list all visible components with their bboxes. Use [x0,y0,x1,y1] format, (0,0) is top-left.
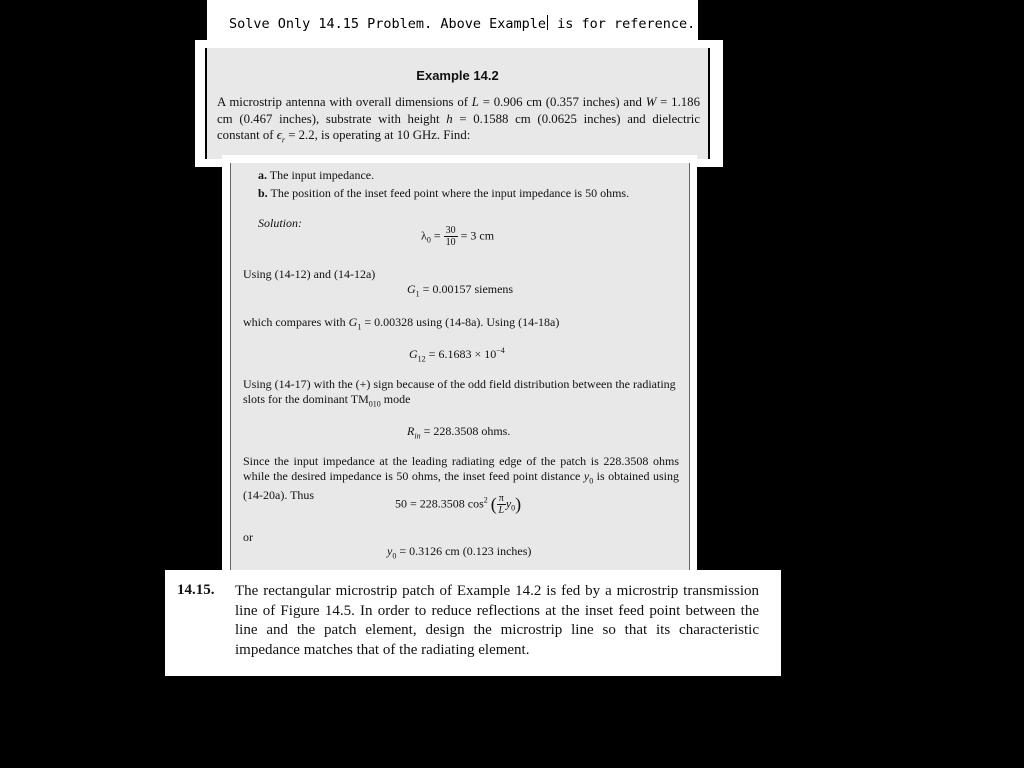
sub-r: r [281,135,285,145]
equation-y0 [387,544,531,560]
compare-sub: 1 [357,322,362,332]
using-2-suffix: mode [380,391,411,406]
compare-text [243,315,559,335]
example-header-panel [205,48,710,159]
solution-label [258,216,302,231]
since-var: y [583,468,590,483]
left-paren: ( [490,494,497,514]
eq-sub: 12 [417,354,426,364]
compare-suffix: = 0.00328 using (14-8a). Using (14-18a) [361,315,560,329]
or-label: or [243,530,253,544]
numerator: 30 [445,225,456,236]
example-solution-panel [230,163,690,575]
statement-text: = 0.1588 cm (0.0625 inches) and dielectric constant of [217,111,700,142]
example-title: Example 14.2 [416,68,499,83]
compare-prefix: which compares with [243,315,349,329]
statement-text: = 1.186 cm (0.467 inches), substrate with height [217,95,700,126]
eq-sub: 0 [392,551,397,561]
eq-rhs: = 0.3126 cm (0.123 inches) [396,544,532,558]
fraction [444,225,458,248]
since-prefix: Since the input impedance at the leading radiating edge of the patch is 228.3508 ohms while the desired impedance is 50 ohms, the inset feed point distance [243,454,679,483]
equation-Rin [407,424,510,440]
denominator: L [498,505,505,516]
eq-rhs: = 3 cm [460,228,495,243]
using-text-2 [243,377,679,411]
part-b [258,186,629,201]
eq-var: R [407,424,415,438]
eq-exponent: −4 [496,346,505,355]
var-L: L [471,95,479,109]
example-solution-crop [222,155,697,575]
eq-var: y [505,496,512,511]
var-W: W [645,95,657,109]
compare-var: G [348,315,358,329]
using-text-1: Using (14-12) and (14-12a) [243,267,376,281]
numerator: π [498,493,504,504]
part-a [258,168,374,183]
eq-var: G [407,282,416,296]
fraction [497,493,506,516]
equation-G12 [409,346,505,363]
instruction-text: Solve Only 14.15 Problem. Above Example [229,16,546,32]
solution-label-text: Solution: [258,216,302,230]
text-caret [547,15,548,30]
right-paren: ) [515,494,522,514]
eq-sign: = [433,228,441,243]
statement-text: A microstrip antenna with overall dimensions of [217,95,472,109]
problem-crop [165,570,781,676]
eq-sub: 1 [415,289,420,299]
eq-sub: 0 [426,235,431,245]
eq-symbol: λ [421,228,427,243]
equation-cos [395,493,521,516]
statement-text: = 0.906 cm (0.357 inches) and [478,95,646,109]
problem-number: 14.15. [177,582,215,598]
var-h: h [446,111,453,126]
eq-var: y [387,544,393,558]
part-a-text: The input impedance. [269,168,375,182]
part-b-text: The position of the inset feed point where the input impedance is 50 ohms. [270,186,630,200]
since-suffix: is obtained using (14-20a). Thus [243,468,680,503]
statement-text: = 2.2, is operating at 10 GHz. Find: [285,128,471,142]
denominator: 10 [445,237,456,248]
instruction-text-box[interactable] [207,0,698,42]
part-b-label: b. [258,186,268,200]
problem-text: The rectangular microstrip patch of Example 14.2 is fed by a microstrip transmission line of Figure 14.5. In order to reduce reflections at the inset feed point between the line and the patch element, design the microstrip line so that its characteristic impedance matches that of the radiating element. [235,583,759,658]
using-2-text: Using (14-17) with the (+) sign because of the odd field distribution between the radiating slots for the dominant TM [243,377,676,406]
eq-sub: in [414,431,421,441]
part-a-label: a. [258,168,267,182]
instruction-text-rest: is for reference. [548,16,696,32]
eq-rhs: = 6.1683 × 10 [425,347,497,361]
eq-rhs: = 0.00157 siemens [419,282,514,296]
var-epsilon: ϵ [276,128,282,142]
eq-exponent: 2 [483,495,488,505]
equation-lambda [421,225,494,248]
eq-sub: 0 [511,503,516,513]
since-sub: 0 [589,475,594,485]
equation-G1 [407,282,513,298]
example-header-crop [195,40,723,167]
eq-var: G [409,347,418,361]
mode-sub: 010 [368,398,381,408]
eq-lhs: 50 = 228.3508 cos [395,496,484,511]
eq-rhs: = 228.3508 ohms. [420,424,511,438]
example-statement [217,94,700,149]
